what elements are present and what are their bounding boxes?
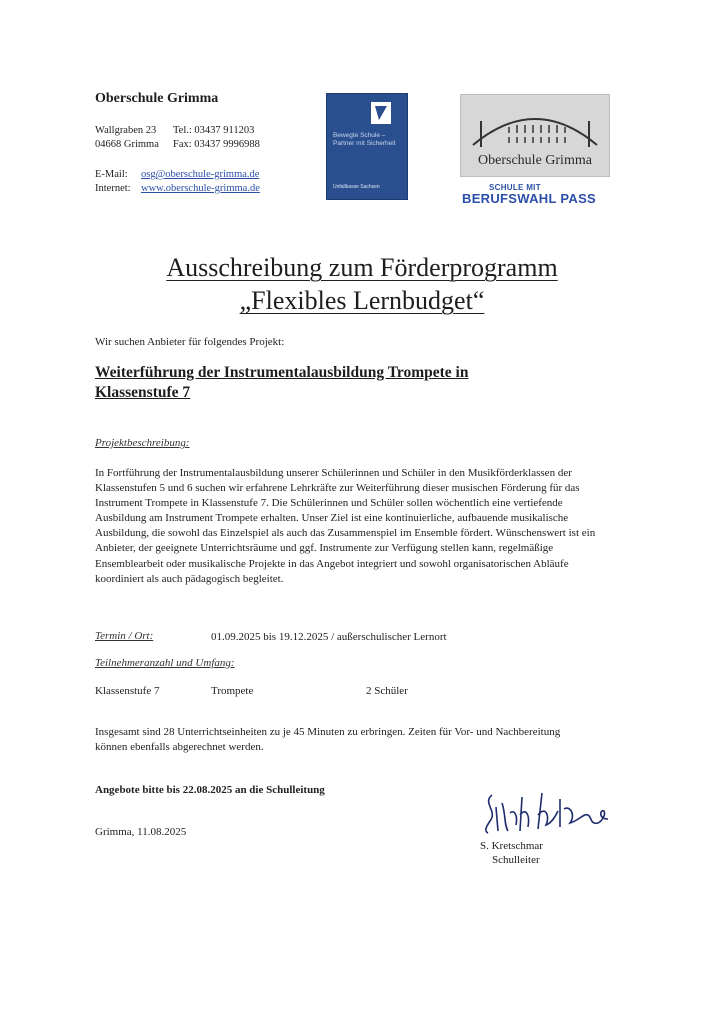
signatory-role: Schulleiter (492, 854, 540, 866)
signature (480, 785, 620, 837)
umfang-text: Insgesamt sind 28 Unterrichtseinheiten zu je 45 Minuten zu erbringen. Zeiten für Vor- und Nachbereitung können ebenfalls abgerechnet werden. (95, 726, 561, 753)
bewegte-schule-badge (326, 93, 408, 200)
internet-label: Internet: (95, 183, 131, 194)
school-logo (460, 94, 610, 177)
phone-number: Tel.: 03437 911203 (173, 125, 255, 136)
berufswahlpass-label: BERUFSWAHL PASS (462, 191, 597, 206)
address-city: 04668 Grimma (95, 139, 159, 150)
termin-value: 01.09.2025 bis 19.12.2025 / außerschulischer Lernort (211, 631, 447, 643)
place-date: Grimma, 11.08.2025 (95, 826, 187, 838)
intro-text: Wir suchen Anbieter für folgendes Projekt: (95, 336, 285, 348)
description-text: In Fortführung der Instrumentalausbildung unserer Schülerinnen und Schüler in den Musikförderklassen der Klassenstufen 5 und 6 suchen wir erfahrene Lehrkräfte zur Weiterführung dieser musischen Förderung für das Instrument Trompete in Klassenstufe 7. Die Schülerinnen und Schüler sollen wöchentlich eine vertiefende Ausbildung am Instrument Trompete erhalten. Unser Ziel ist eine kontinuierliche, aufbauende musikalische Ausbildung, die sowohl das Einzelspiel als auch das Zusammenspiel im Ensemble fördert. Wünschenswert ist ein Anbieter, der geeignete Unterrichtsräume und ggf. Instrumente zur Verfügung stellen kann, regelmäßige Ensemblearbeit oder musikalische Projekte in das Angebot integriert und sowohl organisatorischen Abläufe koordiniert als auch pädagogisch begleitet. (95, 467, 596, 585)
anzahl-value: 2 Schüler (366, 685, 408, 697)
website-link[interactable]: www.oberschule-grimma.de (141, 183, 260, 194)
badge-text: Bewegte Schule – Partner mit Sicherheit (333, 132, 396, 147)
email-link[interactable]: osg@oberschule-grimma.de (141, 169, 260, 180)
termin-label: Termin / Ort: (95, 630, 154, 642)
klassenstufe-value: Klassenstufe 7 (95, 685, 160, 697)
berufswahlpass-label-top: SCHULE MIT (489, 183, 541, 192)
description-label: Projektbeschreibung: (95, 437, 190, 449)
flag-icon (327, 94, 407, 134)
document-title-line2: „Flexibles Lernbudget“ (239, 286, 485, 315)
address-street: Wallgraben 23 (95, 125, 157, 136)
instrument-value: Trompete (211, 685, 254, 697)
deadline-text: Angebote bitte bis 22.08.2025 an die Schulleitung (95, 784, 325, 796)
school-name: Oberschule Grimma (95, 91, 219, 106)
email-label: E-Mail: (95, 169, 128, 180)
fax-number: Fax: 03437 9996988 (173, 139, 260, 150)
project-title: Weiterführung der Instrumentalausbildung Trompete in Klassenstufe 7 (95, 364, 469, 401)
badge-footer: Unfallkasse Sachsen (333, 184, 380, 190)
building-icon (461, 95, 609, 155)
signatory-name: S. Kretschmar (480, 840, 543, 852)
teilnehmer-label: Teilnehmeranzahl und Umfang: (95, 657, 235, 669)
document-title-line1: Ausschreibung zum Förderprogramm (166, 253, 558, 282)
logo-school-name: Oberschule Grimma (478, 153, 592, 168)
